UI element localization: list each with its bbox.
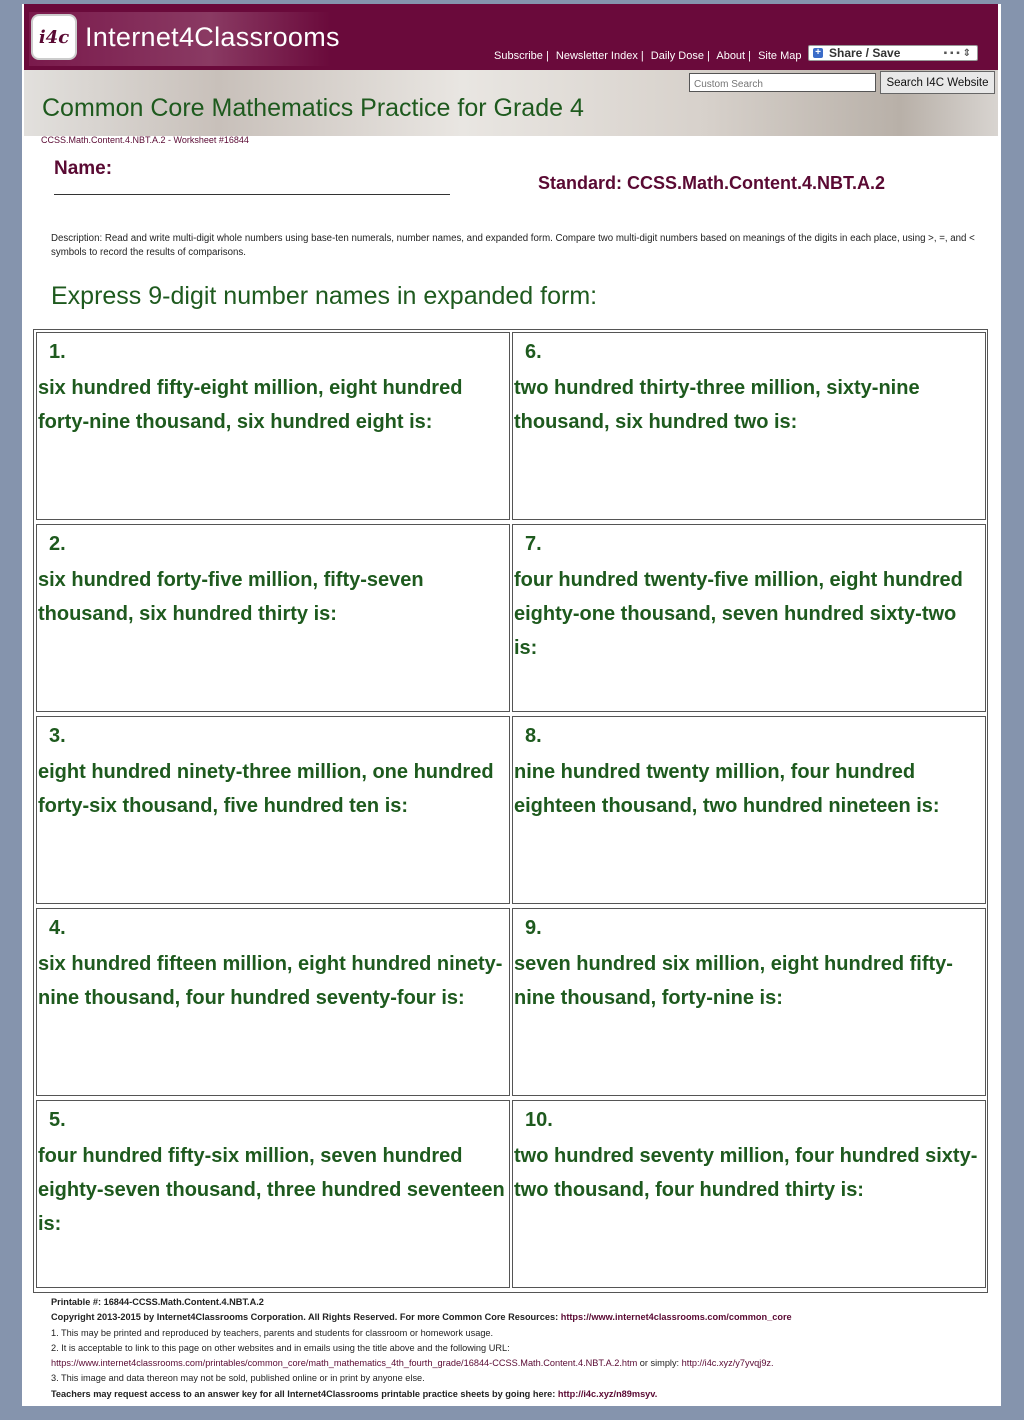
question-cell (512, 1100, 986, 1288)
question-text: four hundred twenty-five million, eight hundred eighty-one thousand, seven hundred sixty-two is: (514, 569, 963, 659)
answer-key-text: Teachers may request access to an answer key for all Internet4Classrooms printable practice sheets by going here: (51, 1388, 558, 1399)
name-line (54, 194, 450, 195)
question-text: two hundred thirty-three million, sixty-nine thousand, six hundred two is: (514, 377, 920, 433)
question-cell (36, 716, 510, 904)
question-number: 4. (49, 917, 66, 939)
nav-daily-dose[interactable]: Daily Dose | (650, 50, 710, 62)
nav-newsletter-index[interactable]: Newsletter Index | (555, 50, 644, 62)
question-cell (36, 332, 510, 520)
question-text: seven hundred six million, eight hundred fifty-nine thousand, forty-nine is: (514, 953, 953, 1009)
copyright-text: Copyright 2013-2015 by Internet4Classrooms Corporation. All Rights Reserved. For more Common Core Resources: (51, 1312, 561, 1323)
question-cell (512, 908, 986, 1096)
worksheet-id: CCSS.Math.Content.4.NBT.A.2 - Worksheet #16844 (41, 135, 249, 145)
nav-about[interactable]: About | (716, 50, 752, 62)
share-save-button[interactable] (808, 45, 978, 61)
usage-note-1: 1. This may be printed and reproduced by teachers, parents and students for classroom or homework usage. (51, 1327, 494, 1338)
standard-label: Standard: CCSS.Math.Content.4.NBT.A.2 (538, 173, 886, 193)
printable-number: Printable #: 16844-CCSS.Math.Content.4.NBT.A.2 (51, 1297, 264, 1307)
question-text: four hundred fifty-six million, seven hundred eighty-seven thousand, three hundred seventeen is: (38, 1145, 505, 1235)
question-number: 6. (525, 341, 542, 363)
question-number: 10. (525, 1109, 553, 1131)
question-number: 7. (525, 533, 542, 555)
common-core-link[interactable]: https://www.internet4classrooms.com/common_core (560, 1312, 792, 1323)
url-line (51, 1356, 991, 1371)
section-title: Express 9-digit number names in expanded form: (51, 282, 598, 310)
answer-key-line (51, 1387, 991, 1402)
worksheet-page (22, 4, 1001, 1406)
copyright-line (51, 1310, 991, 1325)
question-number: 9. (525, 917, 542, 939)
question-text: two hundred seventy million, four hundred sixty-two thousand, four hundred thirty is: (514, 1145, 978, 1201)
answer-key-link[interactable]: http://i4c.xyz/n89msyv. (557, 1388, 658, 1399)
question-text: six hundred forty-five million, fifty-seven thousand, six hundred thirty is: (38, 569, 424, 625)
questions-grid (33, 329, 988, 1293)
share-label: Share / Save (829, 46, 901, 60)
question-cell (512, 716, 986, 904)
search-input[interactable] (690, 76, 875, 93)
question-cell (36, 1100, 510, 1288)
question-cell (36, 908, 510, 1096)
question-cell (512, 332, 986, 520)
question-text: six hundred fifteen million, eight hundred ninety-nine thousand, four hundred seventy-four is: (38, 953, 503, 1009)
footer (51, 1295, 991, 1402)
question-text: six hundred fifty-eight million, eight hundred forty-nine thousand, six hundred eight is: (38, 377, 463, 433)
nav-subscribe[interactable]: Subscribe | (494, 50, 549, 62)
question-number: 8. (525, 725, 542, 747)
logo-text: Internet4Classrooms (85, 22, 340, 52)
short-url-link[interactable]: http://i4c.xyz/y7yvqj9z. (681, 1358, 774, 1369)
top-nav (494, 50, 806, 62)
question-text: eight hundred ninety-three million, one hundred forty-six thousand, five hundred ten is: (38, 761, 494, 817)
search-button[interactable]: Search I4C Website (880, 71, 995, 94)
worksheet-url-link[interactable]: https://www.internet4classrooms.com/printables/common_core/math_mathematics_4th_fourth_grade/16844-CCSS.Math.Content.4.NBT.A.2.htm (51, 1358, 638, 1369)
url-separator: or simply: (637, 1358, 682, 1369)
question-cell (512, 524, 986, 712)
page-title: Common Core Mathematics Practice for Grade 4 (42, 94, 584, 122)
question-number: 1. (49, 341, 66, 363)
question-text: nine hundred twenty million, four hundred eighteen thousand, two hundred nineteen is: (514, 761, 940, 817)
question-number: 2. (49, 533, 66, 555)
question-number: 5. (49, 1109, 66, 1131)
usage-note-3: 3. This image and data thereon may not be sold, published online or in print by anyone else. (51, 1373, 425, 1384)
question-cell (36, 524, 510, 712)
plus-icon: + (813, 48, 823, 58)
question-number: 3. (49, 725, 66, 747)
social-icons: ▪ ▪ ▪ ⇕ (943, 48, 971, 59)
custom-search-field[interactable] (689, 73, 876, 92)
usage-note-2: 2. It is acceptable to link to this page on other websites and in emails using the title above and the following URL: (51, 1342, 510, 1353)
description: Description: Read and write multi-digit whole numbers using base-ten numerals, number names, and expanded form. Compare two multi-digit numbers based on meanings of the digits in each place, using >, =, and < symbols to record the results of comparisons. (51, 233, 975, 258)
site-logo[interactable] (29, 12, 340, 66)
site-header (24, 4, 998, 70)
logo-badge-icon: i4c (31, 14, 77, 60)
nav-site-map[interactable]: Site Map (758, 50, 802, 62)
name-label: Name: (54, 158, 113, 179)
